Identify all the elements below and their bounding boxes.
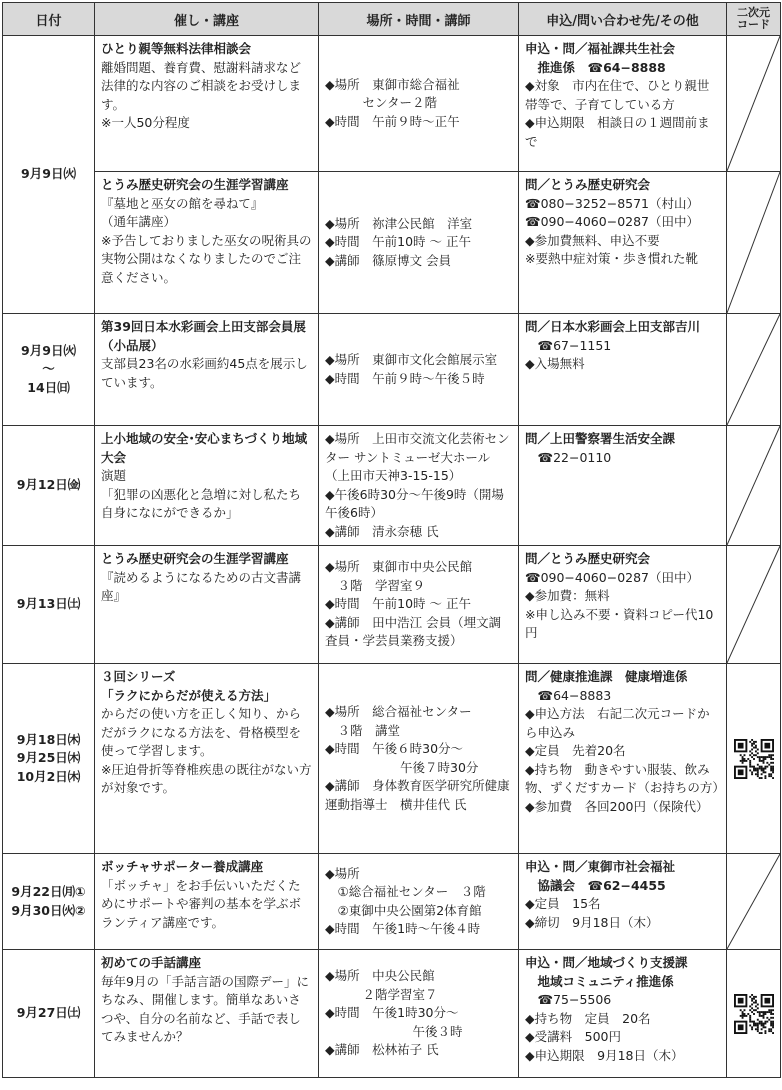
event-line: ※予告しておりました巫女の呪術具の実物公開はなくなりましたのでご注意ください。 (101, 232, 312, 285)
cell-line: ◆時間 午前10時 〜 正午 (325, 234, 471, 250)
cell-line: ３階 学習室９ (325, 577, 426, 593)
contact-line: ◆持ち物 動きやすい服装、飲み物、ずくだすカード（お持ちの方） (525, 761, 725, 795)
contact-cell (519, 314, 727, 426)
date-cell: 9月22日㈪① 9月30日㈫② (3, 854, 95, 950)
contact-line: ◆参加費：無料 (525, 588, 610, 603)
cell-line: ◆場所 上田市交流文化芸術センター サントミューゼ大ホール（上田市天神3-15-15） (325, 431, 510, 483)
place-cell (319, 314, 519, 426)
place-cell (319, 950, 519, 1078)
table-row (3, 36, 781, 172)
contact-line: ☎64−8883 (525, 687, 612, 703)
contact-line: 問／上田警察署生活安全課 (525, 431, 676, 446)
date-cell: 9月27日㈯ (3, 950, 95, 1078)
event-title: 第39回日本水彩画会上田支部会員展（小品展） (101, 319, 306, 353)
contact-line: ◆参加費無料、申込不要 (525, 232, 660, 248)
table-row (3, 950, 781, 1078)
empty-cell-slash (727, 36, 780, 171)
event-cell (95, 36, 319, 172)
cell-line: ◆講師 清永奈穂 氏 (325, 523, 439, 539)
cell-line: ◆場所 東御市文化会館展示室 (325, 352, 498, 367)
contact-line: ☎75−5506 (525, 992, 612, 1007)
event-title: 初めての手話講座 (101, 955, 202, 970)
cell-line: ◆講師 田中浩江 会員（埋文調査員・学芸員業務支援） (325, 614, 502, 649)
contact-line: 問／日本水彩画会上田支部吉川 (525, 319, 701, 334)
header-date: 日付 (3, 3, 95, 36)
date-cell: 9月12日㈮ (3, 426, 95, 546)
qr-cell-empty (727, 36, 781, 172)
event-line: 「犯罪の凶悪化と急増に対し私たち自身になにができるか」 (101, 486, 302, 520)
contact-line: 推進係 ☎64−8888 (525, 59, 666, 75)
contact-line: ◆申込方法 右記二次元コードから申込み (525, 706, 710, 740)
event-cell (95, 172, 319, 314)
date-cell: 9月9日㈫ 〜 14日㈰ (3, 314, 95, 426)
table-row (3, 172, 781, 314)
event-cell (95, 546, 319, 664)
contact-line: 申込・問／東御市社会福祉 (525, 859, 676, 874)
empty-cell-slash (727, 546, 780, 663)
contact-line: ◆入場無料 (525, 356, 585, 371)
event-line: 毎年9月の「手話言語の国際デー」にちなみ、開催します。簡単なあいさつや、自分の名前など、手話で表してみませんか？ (101, 973, 309, 1044)
event-line: 支部員23名の水彩画約45点を展示しています。 (101, 356, 308, 390)
cell-line: ◆場所 東御市総合福祉 (325, 76, 460, 92)
event-cell (95, 854, 319, 950)
contact-line: ◆定員 先着20名 (525, 743, 626, 758)
cell-line: ◆時間 午後1時30分〜 (325, 1005, 459, 1021)
contact-line: 申込・問／地域づくり支援課 (525, 955, 688, 970)
date-cell: 9月13日㈯ (3, 546, 95, 664)
contact-cell (519, 172, 727, 314)
table-row (3, 546, 781, 664)
date-cell: 9月18日㈭ 9月25日㈭ 10月2日㈭ (3, 664, 95, 854)
table-row (3, 426, 781, 546)
cell-line: ①総合福祉センター ３階 (325, 884, 486, 899)
event-title: ひとり親等無料法律相談会 (101, 41, 252, 56)
table-row (3, 314, 781, 426)
cell-line: ◆場所 (325, 865, 360, 881)
table-row (3, 664, 781, 854)
qr-cell-empty (727, 426, 781, 546)
contact-line: ◆申込期限 相談日の１週間前まで (525, 115, 710, 149)
contact-line: ※申し込み不要・資料コピー代10円 (525, 606, 714, 640)
place-cell (319, 854, 519, 950)
contact-cell (519, 546, 727, 664)
contact-line: ◆定員 15名 (525, 896, 601, 911)
qr-code-icon[interactable] (734, 994, 774, 1034)
contact-line: ☎22−0110 (525, 449, 612, 465)
qr-cell (727, 950, 781, 1078)
event-line: からだの使い方を正しく知り、からだがラクになる方法を、骨格模型を使って学習します。 (101, 706, 302, 758)
cell-line: ◆場所 中央公民館 (325, 968, 435, 984)
event-line: （通年講座） (101, 214, 177, 229)
contact-cell (519, 854, 727, 950)
contact-line: 申込・問／福祉課共生社会 (525, 41, 676, 56)
empty-cell-slash (727, 172, 780, 313)
cell-line: 午後７時30分 (325, 759, 479, 775)
cell-line: ◆時間 午後1時〜午後４時 (325, 921, 481, 936)
qr-code-icon[interactable] (734, 739, 774, 779)
event-title: とうみ歴史研究会の生涯学習講座 (101, 551, 289, 566)
event-line: ※圧迫骨折等脊椎疾患の既往がない方が対象です。 (101, 761, 312, 795)
contact-cell (519, 36, 727, 172)
event-line: 演題 (101, 468, 127, 483)
contact-line: ◆締切 9月18日（木） (525, 914, 659, 930)
contact-line: ☎080−3252−8571（村山） (525, 195, 699, 211)
contact-line: ◆持ち物 定員 20名 (525, 1010, 651, 1026)
event-cell (95, 950, 319, 1078)
event-title: とうみ歴史研究会の生涯学習講座 (101, 177, 289, 192)
cell-line: ◆時間 午前９時〜正午 (325, 113, 460, 129)
contact-line: 地域コミュニティ推進係 (525, 973, 674, 989)
event-line: 「ボッチャ」をお手伝いいただくためにサポートや審判の基本を学ぶボランティア講座です。 (101, 877, 302, 930)
event-title: ３回シリーズ (101, 669, 176, 684)
contact-line: 問／健康推進課 健康増進係 (525, 669, 688, 684)
qr-cell-empty (727, 854, 781, 950)
header-place: 場所・時間・講師 (319, 3, 519, 36)
qr-cell-empty (727, 172, 781, 314)
cell-line: ◆講師 篠原博文 会員 (325, 252, 452, 268)
event-cell (95, 314, 319, 426)
event-line: 『読めるようになるための古文書講座』 (101, 569, 302, 603)
cell-line: ２階学習室７ (325, 986, 438, 1002)
cell-line: ②東御中央公園第2体育館 (325, 902, 482, 918)
cell-line: ３階 講堂 (325, 722, 401, 738)
cell-line: ◆時間 午前10時 〜 正午 (325, 596, 471, 612)
contact-line: ◆参加費 各回200円（保険代） (525, 798, 709, 814)
contact-line: ☎090−4060−0287（田中） (525, 569, 699, 585)
date-cell: 9月9日㈫ (3, 36, 95, 314)
qr-cell-empty (727, 546, 781, 664)
empty-cell-slash (727, 426, 780, 545)
event-line: 『墓地と巫女の館を尋ねて』 (101, 195, 264, 211)
event-cell (95, 426, 319, 546)
contact-line: ◆受講料 500円 (525, 1029, 621, 1044)
event-title: 上小地域の安全･安心まちづくり地域大会 (101, 431, 308, 465)
contact-cell (519, 950, 727, 1078)
cell-line: センター２階 (325, 95, 438, 111)
event-line: 離婚問題、養育費、慰謝料請求など法律的な内容のご相談をお受けします。 (101, 59, 302, 112)
cell-line: ◆場所 総合福祉センター (325, 704, 472, 719)
event-line: ※一人50分程度 (101, 115, 190, 130)
cell-line: ◆講師 松林祐子 氏 (325, 1042, 439, 1058)
contact-line: ☎67−1151 (525, 337, 612, 353)
empty-cell-slash (727, 314, 780, 425)
contact-line: 協議会 ☎62−4455 (525, 877, 666, 893)
table-row (3, 854, 781, 950)
empty-cell-slash (727, 854, 780, 949)
place-cell (319, 664, 519, 854)
cell-line: ◆時間 午前９時〜午後５時 (325, 370, 485, 386)
cell-line: 午後３時 (325, 1023, 463, 1039)
contact-line: ※要熱中症対策・歩き慣れた靴 (525, 251, 698, 266)
header-contact: 申込/問い合わせ先/その他 (519, 3, 727, 36)
table-header (3, 3, 781, 36)
place-cell (319, 426, 519, 546)
contact-line: ◆申込期限 9月18日（木） (525, 1047, 684, 1063)
contact-cell (519, 426, 727, 546)
cell-line: ◆場所 祢津公民館 洋室 (325, 215, 473, 231)
event-cell (95, 664, 319, 854)
qr-cell (727, 664, 781, 854)
place-cell (319, 172, 519, 314)
events-table (2, 2, 781, 1078)
qr-cell-empty (727, 314, 781, 426)
cell-line: ◆午後6時30分〜午後9時（開場 午後6時） (325, 486, 508, 520)
contact-line: ◆対象 市内在住で、ひとり親世帯等で、子育てしている方 (525, 78, 710, 112)
place-cell (319, 36, 519, 172)
cell-line: ◆講師 身体教育医学研究所健康運動指導士 横井佳代 氏 (325, 778, 510, 812)
header-event: 催し・講座 (95, 3, 319, 36)
contact-line: 問／とうみ歴史研究会 (525, 551, 651, 566)
event-title: ボッチャサポーター養成講座 (101, 859, 264, 874)
event-line: 「ラクにからだが使える方法」 (101, 687, 277, 703)
header-qr: 二次元 コード (727, 3, 781, 36)
contact-line: ☎090−4060−0287（田中） (525, 214, 699, 229)
place-cell (319, 546, 519, 664)
contact-line: 問／とうみ歴史研究会 (525, 177, 651, 192)
contact-cell (519, 664, 727, 854)
cell-line: ◆時間 午後６時30分〜 (325, 741, 464, 756)
cell-line: ◆場所 東御市中央公民館 (325, 559, 473, 575)
